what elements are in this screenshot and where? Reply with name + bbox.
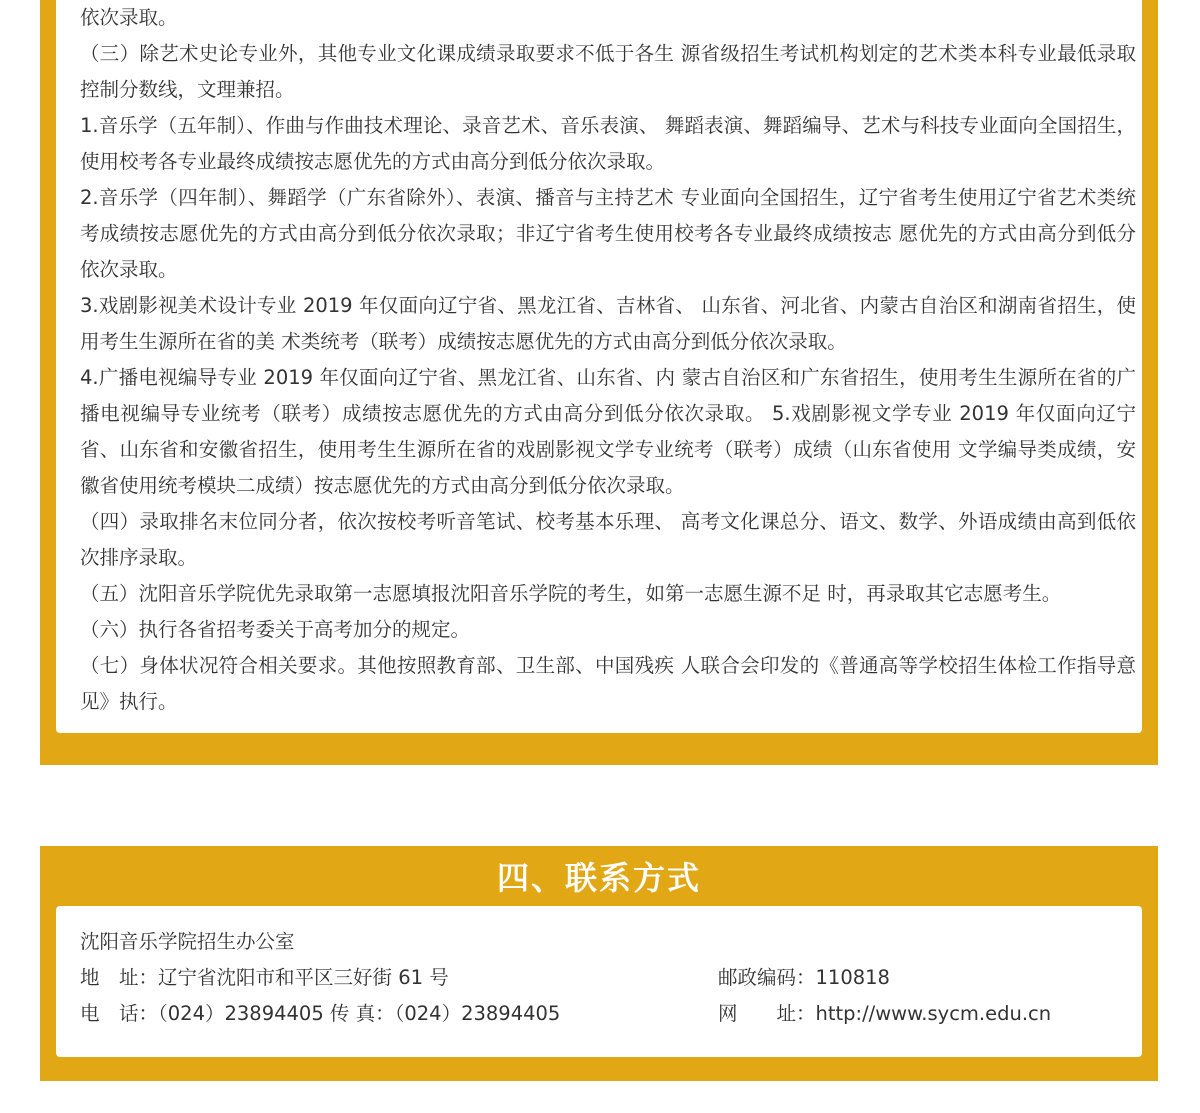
rule-paragraph: 4.广播电视编导专业 2019 年仅面向辽宁省、黑龙江省、山东省、内 蒙古自治区和广东省招生，使用考生生源所在省的广播电视编导专业统考（联考）成绩按志愿优先的方式由高分到低分依次录取。 5.戏剧影视文学专业 2019 年仅面向辽宁省、山东省和安徽省招生，使用考生生源所在省的戏剧影视文学专业统考（联考）成绩（山东省使用 文学编导类成绩，安徽省使用统考模块二成绩）按志愿优先的方式由高分到低分依次录取。: [80, 366, 1136, 497]
admission-rules-card: [56, 0, 1142, 733]
office-name: 沈阳音乐学院招生办公室: [80, 930, 295, 953]
contact-card: [56, 906, 1142, 1057]
admission-rules-panel: [40, 0, 1158, 765]
rule-paragraph: （五）沈阳音乐学院优先录取第一志愿填报沈阳音乐学院的考生，如第一志愿生源不足 时，再录取其它志愿考生。: [80, 582, 1062, 605]
rule-paragraph: 3.戏剧影视美术设计专业 2019 年仅面向辽宁省、黑龙江省、吉林省、 山东省、河北省、内蒙古自治区和湖南省招生，使用考生生源所在省的美 术类统考（联考）成绩按志愿优先的方式由高分到低分依次录取。: [80, 294, 1136, 353]
rule-paragraph: （六）执行各省招考委关于高考加分的规定。: [80, 618, 471, 641]
rule-paragraph: （三）除艺术史论专业外，其他专业文化课成绩录取要求不低于各生 源省级招生考试机构划定的艺术类本科专业最低录取控制分数线，文理兼招。: [80, 42, 1136, 101]
contact-row: [80, 924, 1118, 960]
rule-paragraph: 2.音乐学（四年制）、舞蹈学（广东省除外）、表演、播音与主持艺术 专业面向全国招生，辽宁省考生使用辽宁省艺术类统考成绩按志愿优先的方式由高分到低分依次录取；非辽宁省考生使用校考各专业最终成绩按志 愿优先的方式由高分到低分依次录取。: [80, 186, 1136, 281]
phone-fax-text: 电 话：（024）23894405 传 真：（024）23894405: [80, 1002, 561, 1025]
postcode-text: 邮政编码：110818: [718, 966, 890, 989]
contact-panel: [40, 846, 1158, 1081]
website-link[interactable]: 网 址：http://www.sycm.edu.cn: [718, 1002, 1052, 1025]
contact-info: [80, 924, 1118, 1032]
contact-row: [80, 996, 1118, 1032]
rule-paragraph: 1.音乐学（五年制）、作曲与作曲技术理论、录音艺术、音乐表演、 舞蹈表演、舞蹈编导、艺术与科技专业面向全国招生，使用校考各专业最终成绩按志愿优先的方式由高分到低分依次录取。: [80, 114, 1136, 173]
address-text: 地 址：辽宁省沈阳市和平区三好街 61 号: [80, 966, 449, 989]
contact-row: [80, 960, 1118, 996]
rule-paragraph: 依次录取。: [80, 6, 178, 29]
admission-rules-text: [80, 0, 1136, 720]
rule-paragraph: （七）身体状况符合相关要求。其他按照教育部、卫生部、中国残疾 人联合会印发的《普通高等学校招生体检工作指导意见》执行。: [80, 654, 1136, 713]
rule-paragraph: （四）录取排名末位同分者，依次按校考听音笔试、校考基本乐理、 高考文化课总分、语文、数学、外语成绩由高到低依次排序录取。: [80, 510, 1136, 569]
section-title: 四、联系方式: [496, 859, 701, 897]
